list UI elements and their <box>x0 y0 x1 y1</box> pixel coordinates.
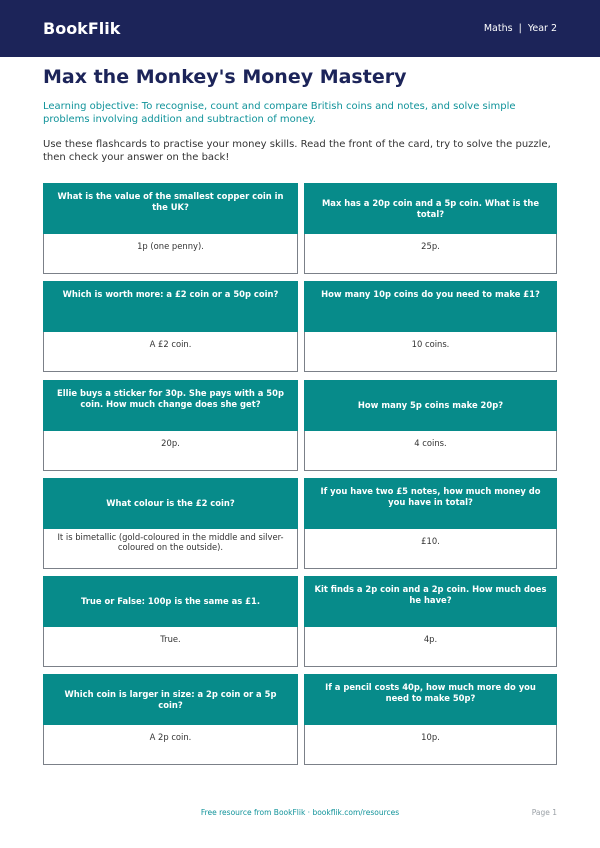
subject-year-label: Maths | Year 2 <box>483 23 557 34</box>
card-front: What colour is the £2 coin? <box>43 478 298 529</box>
card-back: £10. <box>304 529 557 569</box>
flashcard[interactable] <box>304 576 557 674</box>
card-back: 1p (one penny). <box>43 234 298 274</box>
intro-text: Use these flashcards to practise your money skills. Read the front of the card, try to solve the puzzle, then check your answer on the back! <box>43 139 551 163</box>
flashcard[interactable] <box>43 183 298 281</box>
card-back: It is bimetallic (gold-coloured in the middle and silver-coloured on the outside). <box>43 529 298 569</box>
learning-objective: Learning objective: To recognise, count and compare British coins and notes, and solve simple problems involving addition and subtraction of money. <box>43 101 516 125</box>
footer-link[interactable]: Free resource from BookFlik · bookflik.com/resources <box>200 808 400 817</box>
flashcard[interactable] <box>43 380 298 478</box>
card-front: How many 5p coins make 20p? <box>304 380 557 431</box>
brand-logo[interactable]: BookFlik <box>43 19 121 38</box>
card-back: A 2p coin. <box>43 725 298 765</box>
flashcard[interactable] <box>43 281 298 379</box>
flashcard-grid <box>43 183 557 773</box>
card-front: Which is worth more: a £2 coin or a 50p coin? <box>43 281 298 332</box>
card-back: 25p. <box>304 234 557 274</box>
card-front: How many 10p coins do you need to make £1? <box>304 281 557 332</box>
card-front: Max has a 20p coin and a 5p coin. What is the total? <box>304 183 557 234</box>
card-front: If a pencil costs 40p, how much more do you need to make 50p? <box>304 674 557 725</box>
card-front: Kit finds a 2p coin and a 2p coin. How much does he have? <box>304 576 557 627</box>
card-back: 4p. <box>304 627 557 667</box>
card-front: True or False: 100p is the same as £1. <box>43 576 298 627</box>
card-back: True. <box>43 627 298 667</box>
flashcard[interactable] <box>43 576 298 674</box>
card-back: 10p. <box>304 725 557 765</box>
flashcard[interactable] <box>304 478 557 576</box>
card-back: 10 coins. <box>304 332 557 372</box>
flashcard[interactable] <box>43 478 298 576</box>
card-back: 20p. <box>43 431 298 471</box>
flashcard[interactable] <box>304 674 557 772</box>
card-front: If you have two £5 notes, how much money do you have in total? <box>304 478 557 529</box>
card-front: Ellie buys a sticker for 30p. She pays with a 50p coin. How much change does she get? <box>43 380 298 431</box>
page-number: Page 1 <box>531 808 557 817</box>
flashcard[interactable] <box>43 674 298 772</box>
card-back: 4 coins. <box>304 431 557 471</box>
site-header <box>0 0 600 57</box>
page-title: Max the Monkey's Money Mastery <box>43 66 407 88</box>
flashcard[interactable] <box>304 281 557 379</box>
card-front: What is the value of the smallest copper coin in the UK? <box>43 183 298 234</box>
flashcard[interactable] <box>304 183 557 281</box>
page-footer <box>0 808 600 820</box>
flashcard[interactable] <box>304 380 557 478</box>
card-back: A £2 coin. <box>43 332 298 372</box>
card-front: Which coin is larger in size: a 2p coin or a 5p coin? <box>43 674 298 725</box>
